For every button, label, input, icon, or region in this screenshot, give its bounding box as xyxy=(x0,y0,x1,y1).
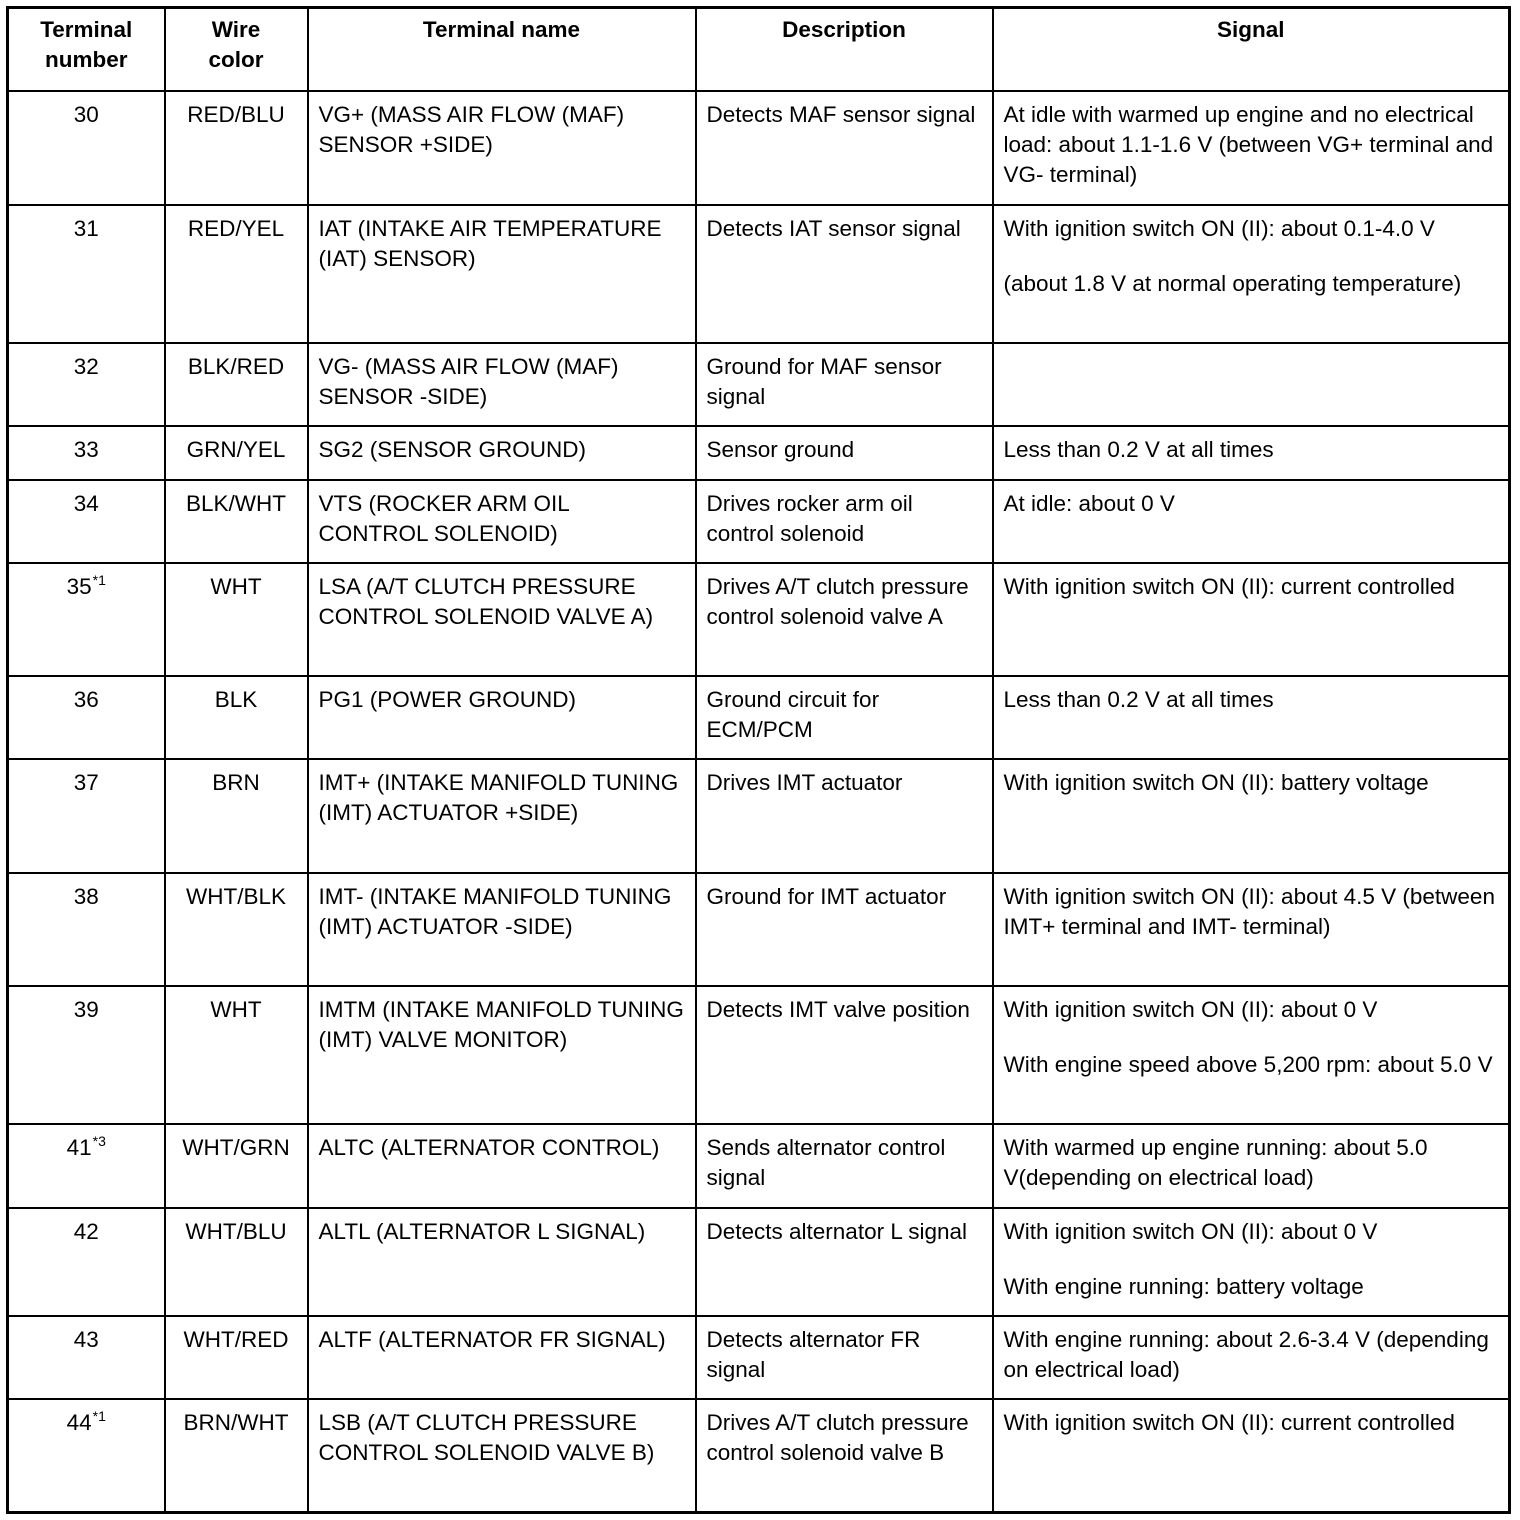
terminal-number-cell xyxy=(8,205,165,343)
signal-line: With ignition switch ON (II): about 0.1-4.0 V xyxy=(1003,215,1435,241)
terminal-number-cell xyxy=(8,759,165,873)
signal-line: Less than 0.2 V at all times xyxy=(1003,686,1274,712)
terminal-number-cell xyxy=(8,1208,165,1316)
signal-cell xyxy=(993,91,1510,205)
terminal-number: 31 xyxy=(73,215,99,241)
signal-cell xyxy=(993,873,1510,986)
signal-line: With engine speed above 5,200 rpm: about 5.0 V xyxy=(1003,1052,1493,1078)
wire-color-cell: BLK/RED xyxy=(165,343,308,426)
description-cell: Ground for MAF sensor signal xyxy=(696,343,993,426)
description-cell: Sends alternator control signal xyxy=(696,1124,993,1208)
terminal-number: 43 xyxy=(73,1327,99,1353)
description-cell: Drives A/T clutch pressure control solenoid valve B xyxy=(696,1399,993,1512)
terminal-name-cell: IMT- (INTAKE MANIFOLD TUNING (IMT) ACTUATOR -SIDE) xyxy=(308,873,696,986)
table-row xyxy=(8,1124,1510,1208)
signal-cell xyxy=(993,1316,1510,1399)
terminal-name-cell: VTS (ROCKER ARM OIL CONTROL SOLENOID) xyxy=(308,480,696,563)
terminal-number: 36 xyxy=(73,686,99,712)
terminal-number: 33 xyxy=(73,436,99,462)
wire-color-cell: WHT/GRN xyxy=(165,1124,308,1208)
terminal-number-cell xyxy=(8,480,165,563)
header-description: Description xyxy=(696,8,993,91)
table-row xyxy=(8,1316,1510,1399)
description-cell: Detects IAT sensor signal xyxy=(696,205,993,343)
terminal-name-cell: IMTM (INTAKE MANIFOLD TUNING (IMT) VALVE MONITOR) xyxy=(308,986,696,1124)
terminal-name-cell: IMT+ (INTAKE MANIFOLD TUNING (IMT) ACTUATOR +SIDE) xyxy=(308,759,696,873)
terminal-name-cell: VG- (MASS AIR FLOW (MAF) SENSOR -SIDE) xyxy=(308,343,696,426)
signal-cell xyxy=(993,986,1510,1124)
signal-line: With engine running: battery voltage xyxy=(1003,1274,1364,1300)
terminal-name-cell: SG2 (SENSOR GROUND) xyxy=(308,426,696,480)
table-row xyxy=(8,986,1510,1124)
wire-color-cell: RED/BLU xyxy=(165,91,308,205)
signal-cell xyxy=(993,563,1510,676)
header-signal: Signal xyxy=(993,8,1510,91)
terminal-number-cell xyxy=(8,873,165,986)
terminal-name-cell: PG1 (POWER GROUND) xyxy=(308,676,696,759)
signal-line: With ignition switch ON (II): about 0 V xyxy=(1003,997,1378,1023)
terminal-number: 30 xyxy=(73,101,99,127)
terminal-number: 44 xyxy=(66,1410,92,1436)
table-row xyxy=(8,676,1510,759)
terminal-number-cell xyxy=(8,91,165,205)
description-cell: Detects MAF sensor signal xyxy=(696,91,993,205)
terminal-number-cell xyxy=(8,343,165,426)
wire-color-cell: GRN/YEL xyxy=(165,426,308,480)
signal-cell xyxy=(993,676,1510,759)
header-terminal-number: Terminal number xyxy=(8,8,165,91)
terminal-number: 38 xyxy=(73,884,99,909)
header-row xyxy=(8,8,1510,91)
terminal-number: 34 xyxy=(73,490,99,516)
terminal-name-cell: IAT (INTAKE AIR TEMPERATURE (IAT) SENSOR) xyxy=(308,205,696,343)
terminal-name-cell: VG+ (MASS AIR FLOW (MAF) SENSOR +SIDE) xyxy=(308,91,696,205)
wire-color-cell: RED/YEL xyxy=(165,205,308,343)
table-row xyxy=(8,343,1510,426)
terminal-number-cell xyxy=(8,426,165,480)
wire-color-cell: WHT xyxy=(165,986,308,1124)
footnote-marker: *3 xyxy=(92,1133,106,1150)
terminal-name-cell: ALTL (ALTERNATOR L SIGNAL) xyxy=(308,1208,696,1316)
description-cell: Ground for IMT actuator xyxy=(696,873,993,986)
wire-color-cell: BRN xyxy=(165,759,308,873)
terminal-name-cell: LSB (A/T CLUTCH PRESSURE CONTROL SOLENOID VALVE B) xyxy=(308,1399,696,1512)
terminal-number-cell xyxy=(8,986,165,1124)
terminal-name-cell: ALTC (ALTERNATOR CONTROL) xyxy=(308,1124,696,1208)
terminal-name-cell: ALTF (ALTERNATOR FR SIGNAL) xyxy=(308,1316,696,1399)
table-row xyxy=(8,563,1510,676)
signal-cell xyxy=(993,343,1510,426)
signal-line: With ignition switch ON (II): current controlled xyxy=(1003,1410,1455,1436)
signal-line: With ignition switch ON (II): battery voltage xyxy=(1003,769,1429,795)
description-cell: Detects alternator L signal xyxy=(696,1208,993,1316)
wire-color-cell: WHT xyxy=(165,563,308,676)
terminal-number: 41 xyxy=(66,1135,92,1161)
terminal-number-cell xyxy=(8,1316,165,1399)
terminal-number-cell xyxy=(8,563,165,676)
description-cell: Drives IMT actuator xyxy=(696,759,993,873)
description-cell: Drives A/T clutch pressure control solenoid valve A xyxy=(696,563,993,676)
description-cell: Detects IMT valve position xyxy=(696,986,993,1124)
signal-cell xyxy=(993,205,1510,343)
wire-color-cell: BLK/WHT xyxy=(165,480,308,563)
header-terminal-name: Terminal name xyxy=(308,8,696,91)
signal-line: Less than 0.2 V at all times xyxy=(1003,436,1274,462)
wire-color-cell: BLK xyxy=(165,676,308,759)
table-row xyxy=(8,205,1510,343)
table-row xyxy=(8,480,1510,563)
signal-line: With warmed up engine running: about 5.0 V(depending on electrical load) xyxy=(1003,1135,1428,1191)
header-wire-color: Wire color xyxy=(165,8,308,91)
terminal-number: 37 xyxy=(73,769,99,795)
terminal-table xyxy=(6,6,1511,1514)
terminal-number: 42 xyxy=(73,1219,99,1245)
signal-line: With ignition switch ON (II): current controlled xyxy=(1003,573,1455,599)
signal-cell xyxy=(993,1208,1510,1316)
table-row xyxy=(8,759,1510,873)
terminal-number-cell xyxy=(8,1124,165,1208)
signal-cell xyxy=(993,1399,1510,1512)
description-cell: Drives rocker arm oil control solenoid xyxy=(696,480,993,563)
signal-line: At idle: about 0 V xyxy=(1003,490,1175,516)
footnote-marker: *1 xyxy=(92,1408,106,1425)
wire-color-cell: WHT/BLU xyxy=(165,1208,308,1316)
signal-line: With ignition switch ON (II): about 0 V xyxy=(1003,1219,1378,1245)
signal-cell xyxy=(993,759,1510,873)
description-cell: Sensor ground xyxy=(696,426,993,480)
terminal-number-cell xyxy=(8,1399,165,1512)
terminal-number-cell xyxy=(8,676,165,759)
terminal-number: 39 xyxy=(73,997,99,1023)
description-cell: Detects alternator FR signal xyxy=(696,1316,993,1399)
signal-cell xyxy=(993,426,1510,480)
terminal-number: 32 xyxy=(73,353,99,379)
footnote-marker: *1 xyxy=(92,571,106,588)
signal-cell xyxy=(993,1124,1510,1208)
signal-cell xyxy=(993,480,1510,563)
table-row xyxy=(8,426,1510,480)
signal-line: With ignition switch ON (II): about 4.5 V (between IMT+ terminal and IMT- terminal) xyxy=(1003,884,1495,939)
terminal-number: 35 xyxy=(66,573,92,599)
wire-color-cell: BRN/WHT xyxy=(165,1399,308,1512)
terminal-name-cell: LSA (A/T CLUTCH PRESSURE CONTROL SOLENOID VALVE A) xyxy=(308,563,696,676)
table-row xyxy=(8,91,1510,205)
table-row xyxy=(8,1399,1510,1512)
signal-line: (about 1.8 V at normal operating temperature) xyxy=(1003,270,1462,296)
wire-color-cell: WHT/RED xyxy=(165,1316,308,1399)
table-row xyxy=(8,873,1510,986)
signal-line: With engine running: about 2.6-3.4 V (depending on electrical load) xyxy=(1003,1327,1489,1383)
wire-color-cell: WHT/BLK xyxy=(165,873,308,986)
description-cell: Ground circuit for ECM/PCM xyxy=(696,676,993,759)
table-row xyxy=(8,1208,1510,1316)
signal-line: At idle with warmed up engine and no electrical load: about 1.1-1.6 V (between VG+ terminal and VG- terminal) xyxy=(1003,101,1494,187)
